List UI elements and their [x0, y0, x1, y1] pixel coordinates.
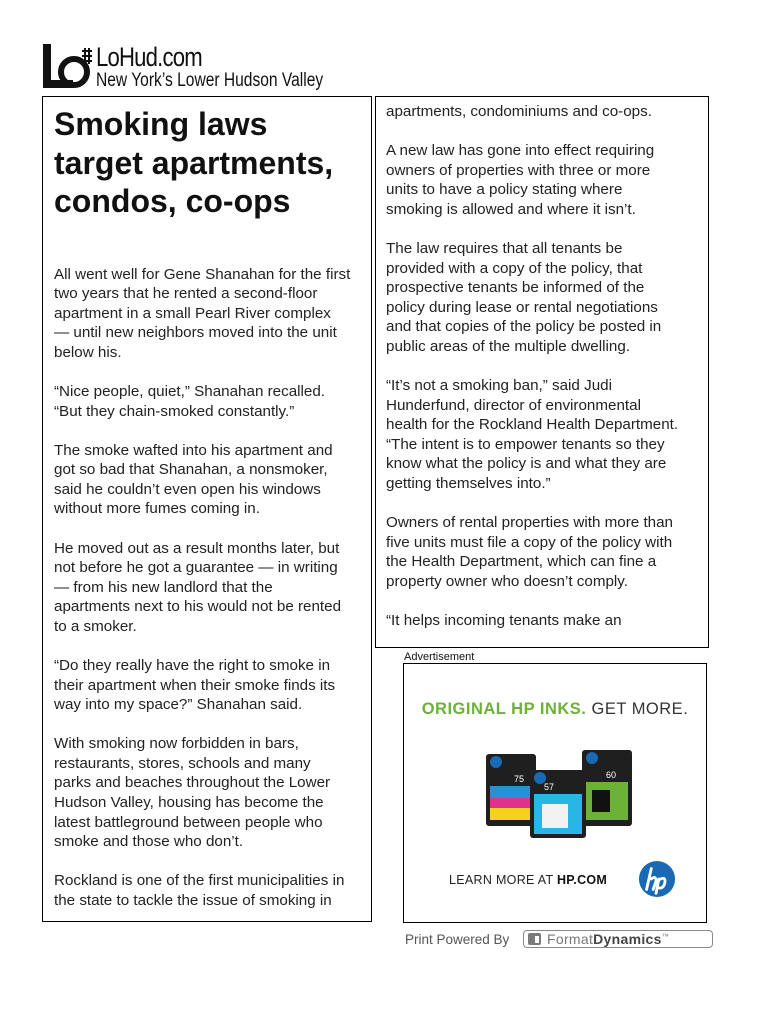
lohud-logo-mark-icon	[40, 40, 94, 92]
site-name: LoHud.com	[96, 42, 202, 72]
article-right-column	[375, 96, 709, 648]
article-left-column	[42, 96, 372, 922]
paragraph: “Do they really have the right to smoke in their apartment when their smoke finds its way into my space?” Shanahan said.	[54, 657, 336, 714]
paragraph: The smoke wafted into his apartment and got so bad that Shanahan, a nonsmoker, said he couldn’t even open his windows without more fumes coming in.	[54, 441, 333, 518]
ad-headline-gray: GET MORE.	[591, 700, 689, 718]
formatdynamics-name: FormatDynamics™	[547, 931, 669, 947]
hp-ink-advertisement[interactable]	[403, 663, 707, 923]
formatdynamics-icon	[528, 933, 541, 945]
paragraph: He moved out as a result months later, but not before he got a guarantee — in writing — from his new landlord that the apartments next to his would not be rented to a smoker.	[54, 539, 342, 635]
paragraph: apartments, condominiums and co-ops.	[386, 103, 652, 120]
ad-learn-site: HP.COM	[556, 873, 608, 887]
left-body	[54, 265, 371, 911]
paragraph: “It’s not a smoking ban,” said Judi Hunderfund, director of environmental health for the Rockland Health Department. “The intent is to empower tenants so they know what the policy is and what they are getting themselves into.”	[386, 377, 679, 492]
paragraph: “It helps incoming tenants make an	[386, 611, 622, 629]
article-title: Smoking laws target apartments, condos, co-ops	[54, 106, 334, 219]
powered-by-text: Print Powered By	[405, 932, 510, 947]
ink-cartridges-icon	[484, 748, 634, 840]
cartridge-label-60: 60	[606, 770, 617, 780]
paragraph: Owners of rental properties with more than five units must file a copy of the policy with the Health Department, which can fine a property owner who doesn’t comply.	[386, 514, 674, 590]
lohud-logo[interactable]	[40, 40, 324, 92]
paragraph: “Nice people, quiet,” Shanahan recalled. “But they chain-smoked constantly.”	[54, 382, 326, 420]
paragraph: With smoking now forbidden in bars, restaurants, stores, schools and many parks and beaches throughout the Lower Hudson Valley, housing has become the latest battleground between people who smoke and those who don’t.	[54, 735, 331, 851]
cartridge-label-75: 75	[514, 774, 525, 784]
paragraph: A new law has gone into effect requiring owners of properties with three or more units to have a policy stating where smoking is allowed and where it isn’t.	[386, 142, 655, 218]
ad-headline	[404, 700, 706, 719]
hp-logo-icon	[638, 860, 676, 898]
paragraph: The law requires that all tenants be provided with a copy of the policy, that prospective tenants be informed of the policy during lease or rental negotiations and that copies of the policy be posted in public areas of the multiple dwelling.	[386, 239, 662, 355]
paragraph: Rockland is one of the first municipalities in the state to tackle the issue of smoking in	[54, 872, 345, 909]
cartridge-label-57: 57	[544, 782, 555, 792]
print-powered-by[interactable]	[405, 929, 715, 951]
ad-learn-more[interactable]	[449, 873, 607, 887]
site-tagline: New York’s Lower Hudson Valley	[96, 70, 324, 91]
ad-learn-prefix: LEARN MORE AT	[449, 873, 554, 887]
ad-headline-green: ORIGINAL HP INKS.	[421, 700, 587, 718]
formatdynamics-badge	[523, 930, 713, 948]
advertisement-label: Advertisement	[404, 651, 475, 663]
right-body	[386, 102, 708, 631]
paragraph: All went well for Gene Shanahan for the first two years that he rented a second-floor apartment in a small Pearl River complex — until new neighbors moved into the unit below his.	[54, 265, 351, 361]
